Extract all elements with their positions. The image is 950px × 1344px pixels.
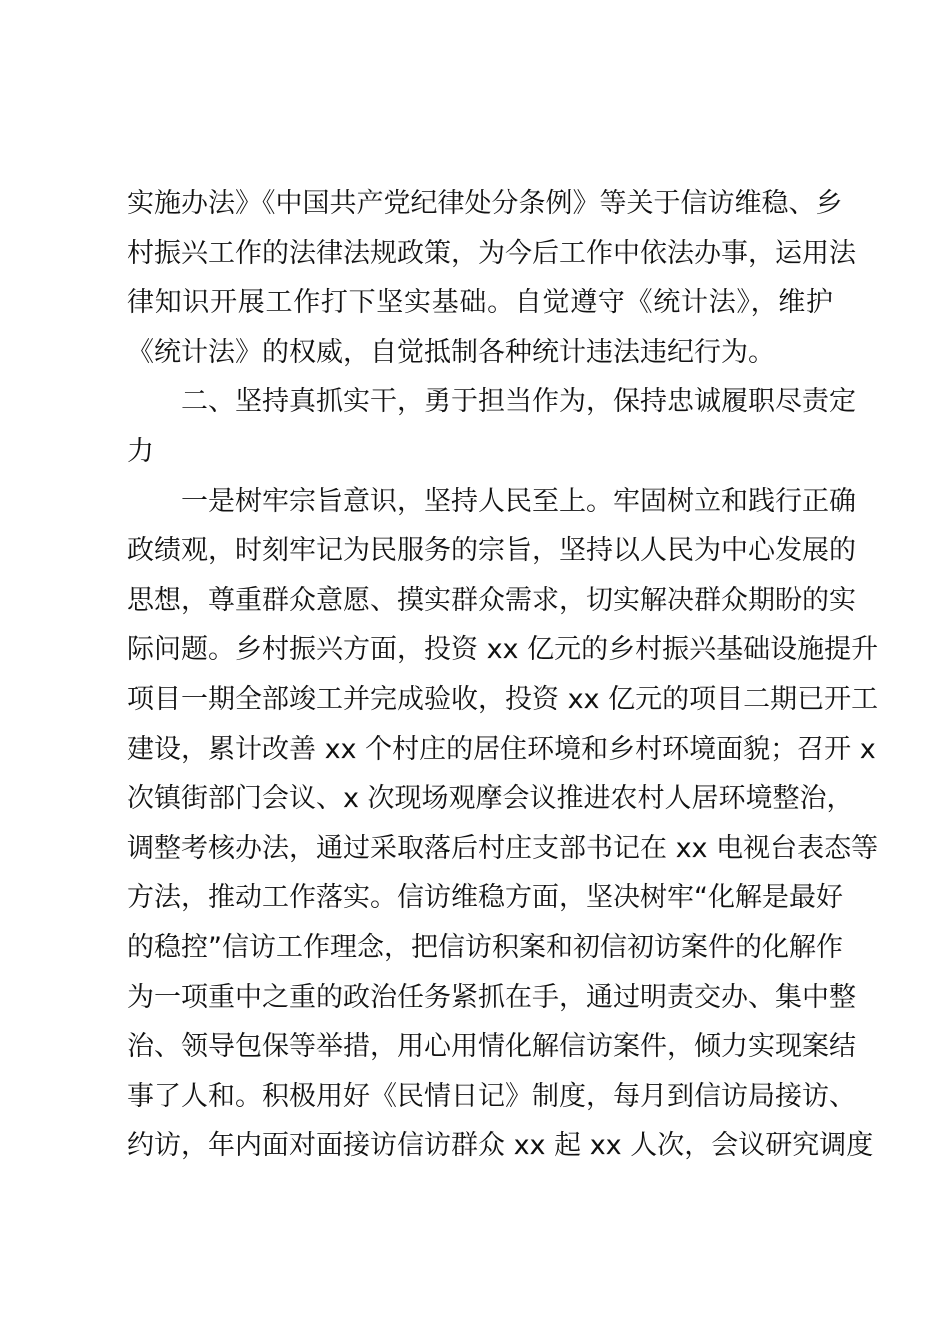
text-line: 思想，尊重群众意愿、摸实群众需求，切实解决群众期盼的实 — [127, 584, 856, 616]
text-line: 次镇街部门会议、x 次现场观摩会议推进农村人居环境整治， — [127, 783, 854, 815]
text-line: 约访，年内面对面接访信访群众 xx 起 xx 人次，会议研究调度 — [127, 1130, 874, 1162]
text-line: 方法，推动工作落实。信访维稳方面，坚决树牢“化解是最好 — [127, 882, 843, 914]
section-heading-line: 二、坚持真抓实干，勇于担当作为，保持忠诚履职尽责定 — [181, 386, 856, 418]
text-line: 政绩观，时刻牢记为民服务的宗旨，坚持以人民为中心发展的 — [127, 535, 856, 567]
text-line: 项目一期全部竣工并完成验收，投资 xx 亿元的项目二期已开工 — [127, 683, 879, 715]
text-line: 调整考核办法，通过采取落后村庄支部书记在 xx 电视台表态等 — [127, 832, 879, 864]
text-line: 村振兴工作的法律法规政策，为今后工作中依法办事，运用法 — [127, 237, 856, 269]
text-line: 《统计法》的权威，自觉抵制各种统计违法违纪行为。 — [127, 336, 775, 368]
text-line: 建设，累计改善 xx 个村庄的居住环境和乡村环境面貌；召开 x — [127, 733, 876, 765]
section-heading-line: 力 — [127, 435, 154, 467]
text-line: 的稳控”信访工作理念，把信访积案和初信初访案件的化解作 — [127, 931, 843, 963]
text-line: 律知识开展工作打下坚实基础。自觉遵守《统计法》，维护 — [127, 287, 833, 319]
text-line: 际问题。乡村振兴方面，投资 xx 亿元的乡村振兴基础设施提升 — [127, 634, 879, 666]
text-line: 为一项重中之重的政治任务紧抓在手，通过明责交办、集中整 — [127, 981, 856, 1013]
text-line: 一是树牢宗旨意识，坚持人民至上。牢固树立和践行正确 — [181, 485, 856, 517]
text-line: 实施办法》《中国共产党纪律处分条例》等关于信访维稳、乡 — [127, 188, 843, 219]
text-line: 治、领导包保等举措，用心用情化解信访案件，倾力实现案结 — [127, 1031, 856, 1063]
text-line: 事了人和。积极用好《民情日记》制度，每月到信访局接访、 — [127, 1080, 856, 1112]
document-body — [127, 179, 879, 1171]
